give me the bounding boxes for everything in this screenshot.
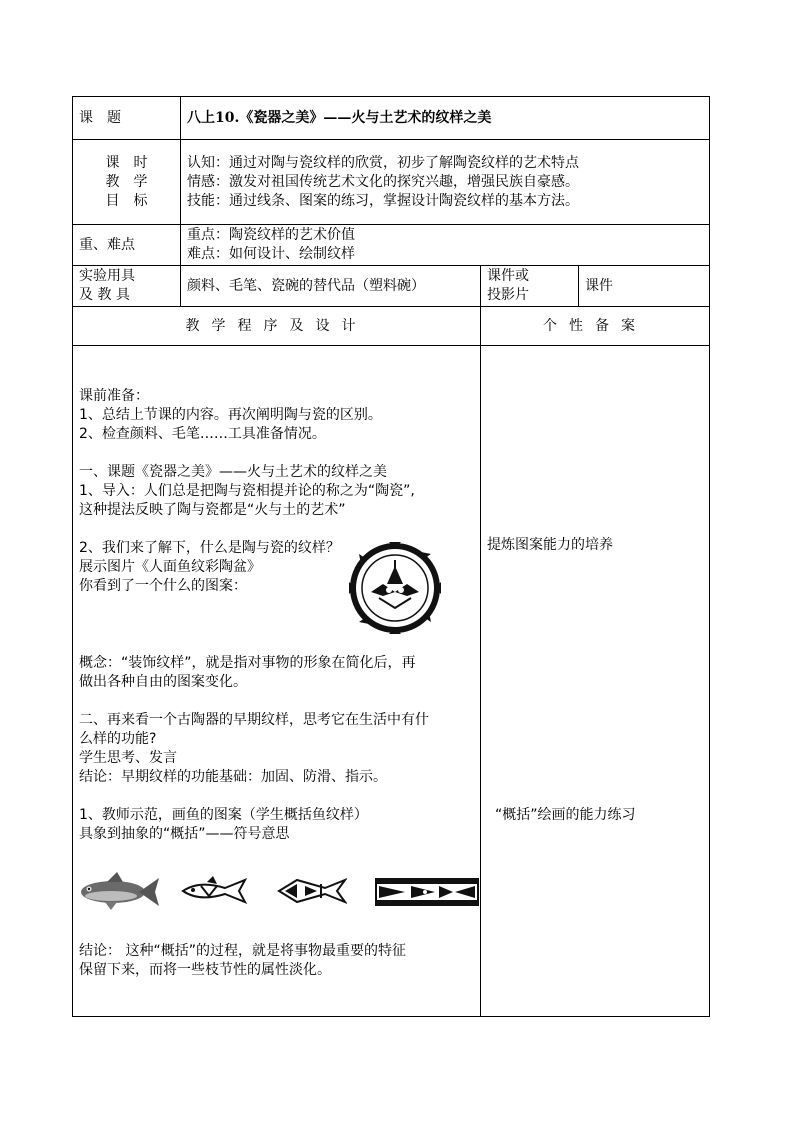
concept-section (79, 654, 474, 692)
conclusion-section (79, 942, 474, 980)
intro-section (79, 463, 474, 520)
text-line: 二、再来看一个古陶器的早期纹样，思考它在生活中有什 (79, 711, 429, 728)
text-line: 概念：“装饰纹样”，就是指对事物的形象在简化后，再 (79, 654, 416, 671)
tools-value: 颜料、毛笔、瓷碗的替代品（塑料碗） (181, 266, 481, 307)
text-line: 2、我们来了解下，什么是陶与瓷的纹样？ (79, 539, 340, 556)
text-line: 结论： 这种“概括”的过程，就是将事物最重要的特征 (79, 942, 406, 959)
text-line: 1、教师示范，画鱼的图案（学生概括鱼纹样） (79, 806, 368, 823)
text-line: 1、总结上节课的内容。再次阐明陶与瓷的区别。 (79, 406, 382, 423)
text-line: 么样的功能? (79, 730, 157, 747)
goals-label (73, 140, 181, 225)
key-content (181, 225, 710, 266)
text-line: 结论：早期纹样的功能基础：加固、防滑、指示。 (79, 768, 387, 785)
goals-label-line: 教 学 (105, 173, 148, 190)
text-line: 做出各种自由的图案变化。 (79, 673, 247, 690)
pottery-basin-image (349, 542, 441, 634)
text-line: 保留下来，而将一些枝节性的属性淡化。 (79, 961, 331, 978)
tools-label (73, 266, 181, 307)
row-key-points (73, 225, 710, 266)
goal-cognitive: 认知：通过对陶与瓷纹样的欣赏，初步了解陶瓷纹样的艺术特点 (187, 154, 579, 171)
procedure-header: 教学程序及设计 (73, 307, 481, 346)
key-point: 重点：陶瓷纹样的艺术价值 (187, 227, 355, 243)
fish-photo (77, 870, 161, 912)
tools-label-line: 及 教 具 (79, 287, 130, 303)
text-line: 2、检查颜料、毛笔……工具准备情况。 (79, 425, 326, 442)
row-title (73, 97, 710, 140)
text-line: 具象到抽象的“概括”——符号意思 (79, 825, 290, 842)
media-label (481, 266, 579, 307)
goals-content (181, 140, 710, 225)
notes-header: 个性备案 (481, 307, 710, 346)
geometric-fish-band (375, 878, 479, 906)
goals-label-line: 目 标 (105, 192, 148, 209)
media-label-line: 课件或 (487, 268, 529, 284)
note-summary-drawing: “概括”绘画的能力练习 (495, 807, 636, 823)
key-label: 重、难点 (73, 225, 181, 266)
text-line: 一、课题《瓷器之美》——火与土艺术的纹样之美 (79, 463, 387, 480)
row-section-headers (73, 307, 710, 346)
goal-skill: 技能：通过线条、图案的练习，掌握设计陶瓷纹样的基本方法。 (187, 192, 579, 209)
fish-pattern-2 (275, 876, 347, 906)
media-label-line: 投影片 (487, 287, 529, 303)
lesson-plan-table (72, 96, 710, 1017)
row-tools (73, 266, 710, 307)
early-pattern-section (79, 711, 474, 787)
title-label: 课 题 (73, 97, 181, 140)
media-value: 课件 (579, 266, 710, 307)
text-line: 1、导入：人们总是把陶与瓷相提并论的称之为“陶瓷”, (79, 482, 415, 499)
demo-section (79, 806, 474, 844)
procedure-content (73, 346, 481, 1017)
text-line: 你看到了一个什么的图案： (79, 577, 247, 594)
note-pattern-ability: 提炼图案能力的培养 (487, 537, 613, 553)
goal-emotion: 情感：激发对祖国传统艺术文化的探究兴趣，增强民族自豪感。 (187, 173, 579, 190)
goals-label-line: 课 时 (105, 154, 148, 171)
row-goals (73, 140, 710, 225)
prep-section (79, 387, 474, 444)
lesson-title: 八上10.《瓷器之美》——火与土艺术的纹样之美 (181, 97, 710, 140)
text-line: 学生思考、发言 (79, 749, 177, 766)
notes-content (481, 346, 710, 1017)
row-body (73, 346, 710, 1017)
text-line: 展示图片《人面鱼纹彩陶盆》 (79, 558, 261, 575)
text-line: 这种提法反映了陶与瓷都是“火与土的艺术” (79, 501, 346, 518)
difficult-point: 难点：如何设计、绘制纹样 (187, 246, 355, 262)
fish-pattern-1 (179, 876, 249, 906)
text-line: 课前准备： (79, 387, 149, 404)
tools-label-line: 实验用具 (79, 268, 135, 284)
